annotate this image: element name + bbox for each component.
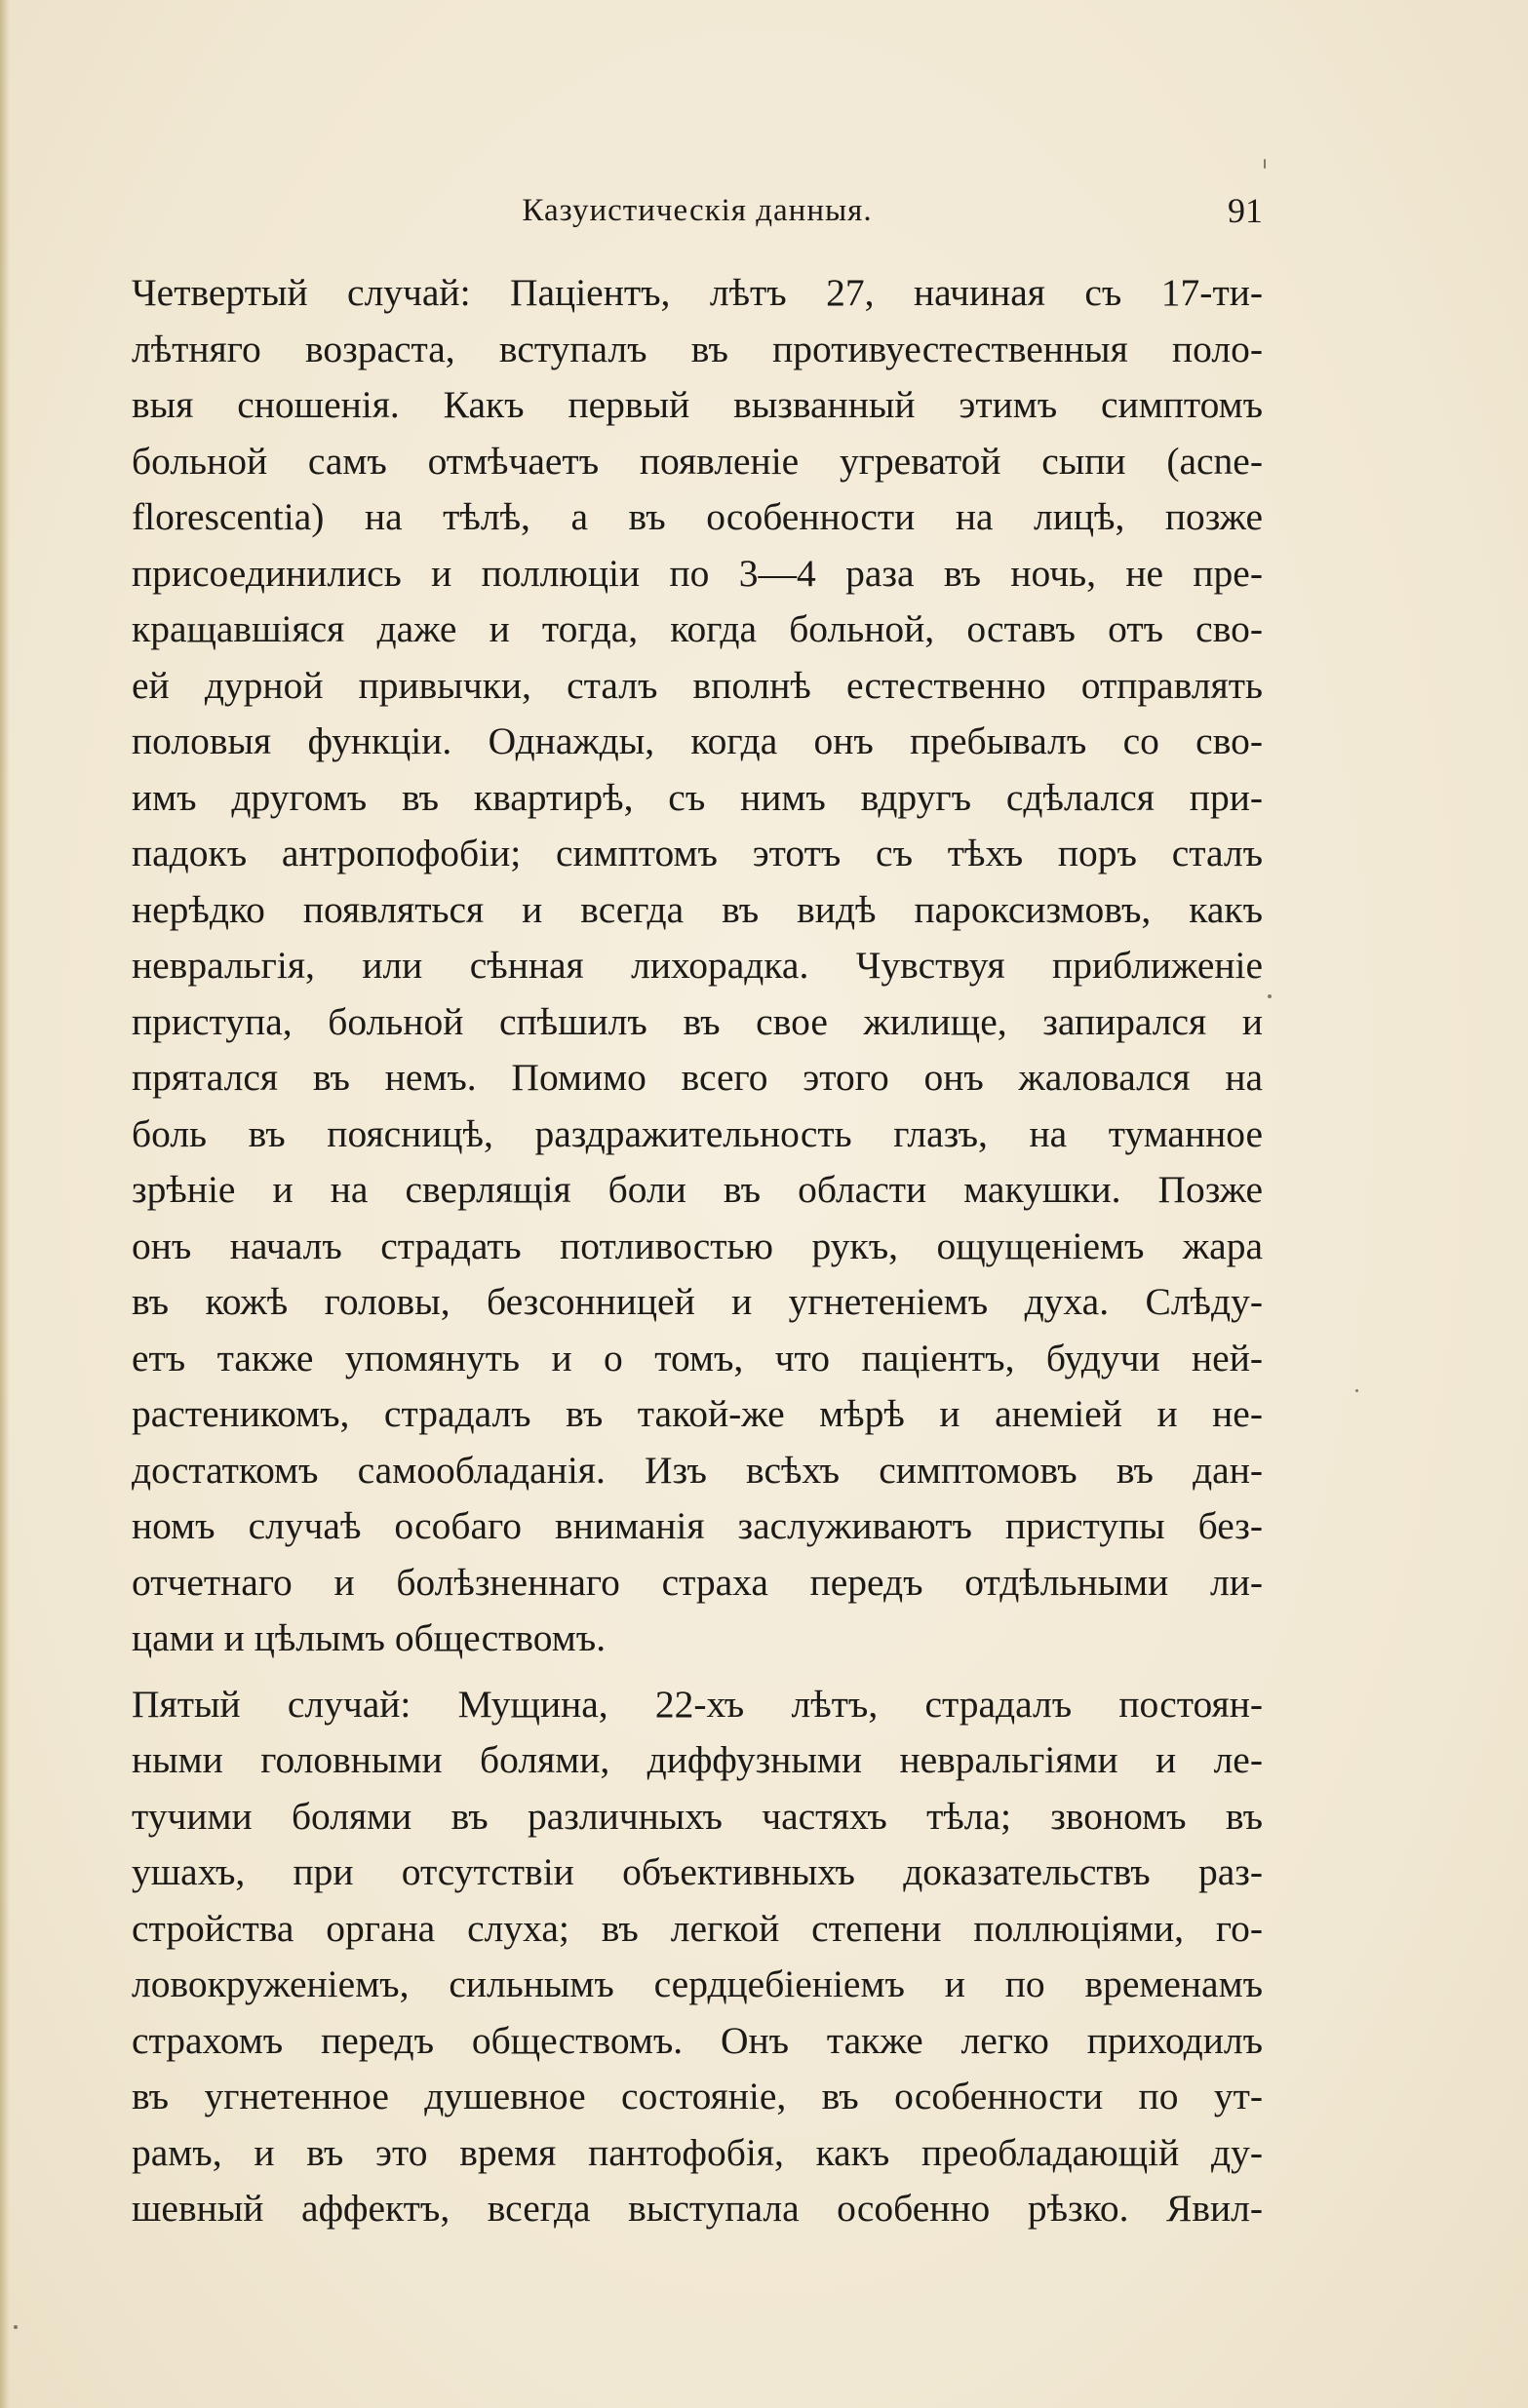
running-header bbox=[132, 183, 1263, 238]
running-title: Казуистическія данныя. bbox=[522, 193, 873, 228]
text-line: присоединились и поллюціи по 3—4 раза въ ночь, не пре- bbox=[132, 551, 1263, 595]
text-line: страхомъ передъ обществомъ. Онъ также легко приходилъ bbox=[132, 2018, 1263, 2062]
print-speck bbox=[1268, 994, 1272, 998]
print-speck bbox=[1264, 159, 1266, 169]
text-line: зрѣніе и на сверлящія боли въ области макушки. Позже bbox=[132, 1168, 1263, 1211]
text-line: тучими болями въ различныхъ частяхъ тѣла; звономъ въ bbox=[132, 1794, 1263, 1838]
text-line: прятался въ немъ. Помимо всего этого онъ жаловался на bbox=[132, 1056, 1263, 1099]
text-line: половыя функціи. Однажды, когда онъ пребывалъ со сво- bbox=[132, 719, 1263, 762]
text-line: достаткомъ самообладанія. Изъ всѣхъ симптомовъ въ дан- bbox=[132, 1448, 1263, 1492]
text-line: ными головными болями, диффузными невральгіями и ле- bbox=[132, 1738, 1263, 1781]
text-line: имъ другомъ въ квартирѣ, съ нимъ вдругъ сдѣлался при- bbox=[132, 775, 1263, 819]
text-line: florescentia) на тѣлѣ, а въ особенности на лицѣ, позже bbox=[132, 495, 1263, 538]
page-number: 91 bbox=[1228, 191, 1263, 230]
text-line: онъ началъ страдать потливостью рукъ, ощущеніемъ жара bbox=[132, 1223, 1263, 1267]
page-binding-edge bbox=[0, 0, 10, 2408]
text-line: етъ также упомянуть и о томъ, что паціентъ, будучи ней- bbox=[132, 1336, 1263, 1379]
print-speck bbox=[1355, 1389, 1358, 1392]
text-line: въ угнетенное душевное состояніе, въ особенности по ут- bbox=[132, 2075, 1263, 2117]
text-line: шевный аффектъ, всегда выступала особенно рѣзко. Явил- bbox=[132, 2187, 1263, 2230]
body-text bbox=[132, 265, 1263, 2237]
text-line: стройства органа слуха; въ легкой степени поллюціями, го- bbox=[132, 1906, 1263, 1950]
text-line: въ кожѣ головы, безсонницей и угнетеніемъ духа. Слѣду- bbox=[132, 1280, 1263, 1323]
text-line: выя сношенія. Какъ первый вызванный этимъ симптомъ bbox=[132, 383, 1263, 426]
text-line: больной самъ отмѣчаетъ появленіе угреватой сыпи (acne- bbox=[132, 439, 1263, 483]
text-line: ловокруженіемъ, сильнымъ сердцебіеніемъ и по временамъ bbox=[132, 1962, 1263, 2005]
text-line: невральгія, или сѣнная лихорадка. Чувствуя приближеніе bbox=[132, 944, 1263, 987]
text-line: номъ случаѣ особаго вниманія заслуживаютъ приступы без- bbox=[132, 1504, 1263, 1547]
text-line: цами и цѣлымъ обществомъ. bbox=[132, 1616, 607, 1659]
print-speck bbox=[14, 2325, 18, 2329]
text-line: рамъ, и въ это время пантофобія, какъ преобладающій ду- bbox=[132, 2130, 1263, 2174]
text-line: отчетнаго и болѣзненнаго страха передъ отдѣльными ли- bbox=[132, 1560, 1263, 1604]
paragraph-case-5 bbox=[132, 1677, 1263, 2237]
text-line: боль въ поясницѣ, раздражительность глазъ, на туманное bbox=[132, 1111, 1263, 1155]
text-line: ей дурной привычки, сталъ вполнѣ естественно отправлять bbox=[132, 663, 1263, 707]
text-line: кращавшіяся даже и тогда, когда больной, оставъ отъ сво- bbox=[132, 607, 1263, 650]
text-line: ушахъ, при отсутствіи объективныхъ доказательствъ раз- bbox=[132, 1850, 1263, 1893]
text-line: Четвертый случай: Паціентъ, лѣтъ 27, начиная съ 17-ти- bbox=[132, 271, 1263, 314]
text-line: нерѣдко появляться и всегда въ видѣ пароксизмовъ, какъ bbox=[132, 887, 1263, 931]
text-line: падокъ антропофобіи; симптомъ этотъ съ тѣхъ поръ сталъ bbox=[132, 832, 1263, 874]
paragraph-gap bbox=[132, 1667, 1263, 1677]
text-line: Пятый случай: Мущина, 22-хъ лѣтъ, страдалъ постоян- bbox=[132, 1682, 1263, 1726]
paragraph-case-4 bbox=[132, 265, 1263, 1667]
text-line: приступа, больной спѣшилъ въ свое жилище, запирался и bbox=[132, 999, 1263, 1043]
text-line: лѣтняго возраста, вступалъ въ противуестественныя поло- bbox=[132, 327, 1263, 370]
text-line: растеникомъ, страдалъ въ такой-же мѣрѣ и анеміей и не- bbox=[132, 1392, 1263, 1435]
